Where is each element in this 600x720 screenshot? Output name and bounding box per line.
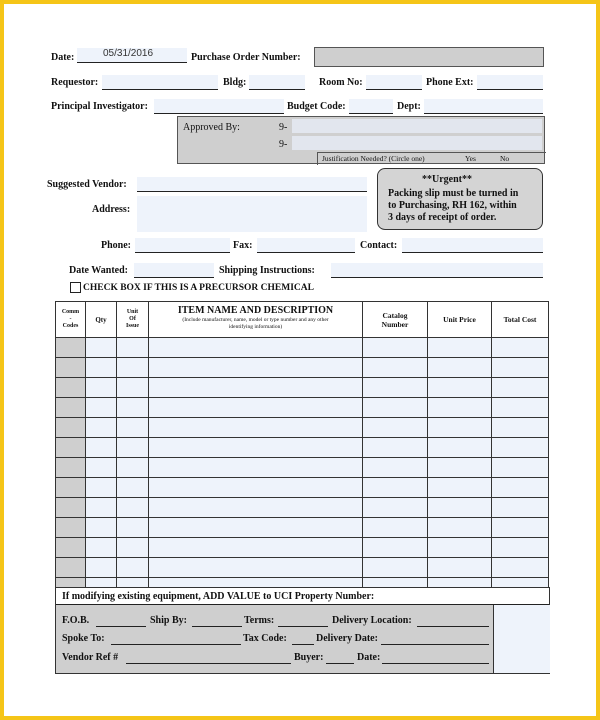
col-comm-line-1: Comm bbox=[61, 309, 80, 315]
table-row bbox=[56, 518, 549, 538]
vendor-ref-label: Vendor Ref # bbox=[62, 652, 119, 663]
budget-code-label: Budget Code: bbox=[287, 101, 346, 112]
delivery-location-label: Delivery Location: bbox=[332, 615, 412, 626]
col-comm-line-2: - bbox=[69, 316, 72, 322]
table-cell[interactable] bbox=[363, 358, 428, 378]
buyer-line[interactable] bbox=[326, 663, 354, 664]
approver-marker-2: 9- bbox=[279, 139, 288, 150]
table-row bbox=[56, 438, 549, 458]
date-wanted-label: Date Wanted: bbox=[69, 265, 128, 276]
pi-field[interactable] bbox=[154, 99, 284, 113]
table-row bbox=[56, 558, 549, 578]
room-underline bbox=[366, 89, 422, 90]
room-label: Room No: bbox=[319, 77, 363, 88]
table-cell[interactable] bbox=[117, 498, 149, 518]
approved-by-label: Approved By: bbox=[183, 122, 240, 133]
spoke-to-line[interactable] bbox=[111, 644, 241, 645]
table-row bbox=[56, 378, 549, 398]
col-qty bbox=[86, 302, 117, 338]
delivery-date-label: Delivery Date: bbox=[316, 633, 378, 644]
budget-code-underline bbox=[349, 113, 393, 114]
table-cell[interactable] bbox=[492, 378, 549, 398]
date-underline bbox=[77, 62, 187, 63]
table-cell[interactable] bbox=[492, 498, 549, 518]
table-cell[interactable] bbox=[492, 418, 549, 438]
col-unit-line-1: Unit bbox=[126, 309, 139, 315]
urgent-line-3: 3 days of receipt of order. bbox=[388, 212, 497, 223]
purchasing-section bbox=[55, 587, 550, 674]
precursor-label: CHECK BOX IF THIS IS A PRECURSOR CHEMICAL bbox=[83, 283, 314, 293]
address-field[interactable] bbox=[137, 196, 367, 232]
col-unit-line-3: Issue bbox=[125, 323, 139, 329]
table-cell[interactable] bbox=[149, 398, 363, 418]
table-cell[interactable] bbox=[149, 358, 363, 378]
table-row bbox=[56, 478, 549, 498]
purchase-order-form bbox=[4, 4, 596, 716]
table-cell[interactable] bbox=[56, 538, 86, 558]
vendor-contact-field[interactable] bbox=[402, 238, 543, 252]
delivery-location-line[interactable] bbox=[417, 626, 489, 627]
table-row bbox=[56, 338, 549, 358]
table-cell[interactable] bbox=[428, 538, 492, 558]
table-cell[interactable] bbox=[492, 438, 549, 458]
table-cell[interactable] bbox=[363, 378, 428, 398]
dept-underline bbox=[424, 113, 543, 114]
vendor-phone-underline bbox=[135, 252, 230, 253]
po-number-label: Purchase Order Number: bbox=[191, 52, 301, 63]
table-cell[interactable] bbox=[363, 478, 428, 498]
table-cell[interactable] bbox=[117, 558, 149, 578]
table-cell[interactable] bbox=[86, 498, 117, 518]
table-cell[interactable] bbox=[428, 358, 492, 378]
table-cell[interactable] bbox=[56, 558, 86, 578]
vendor-phone-label: Phone: bbox=[101, 240, 131, 251]
table-cell[interactable] bbox=[492, 518, 549, 538]
table-cell[interactable] bbox=[86, 558, 117, 578]
table-cell[interactable] bbox=[428, 498, 492, 518]
table-cell[interactable] bbox=[363, 498, 428, 518]
col-item-sub-2: identifying information) bbox=[228, 324, 283, 330]
col-item-title: ITEM NAME AND DESCRIPTION bbox=[177, 305, 334, 316]
delivery-date-line[interactable] bbox=[381, 644, 489, 645]
vendor-phone-field[interactable] bbox=[135, 238, 230, 252]
urgent-title: **Urgent** bbox=[422, 174, 472, 185]
table-cell[interactable] bbox=[428, 558, 492, 578]
table-row bbox=[56, 358, 549, 378]
terms-label: Terms: bbox=[244, 615, 275, 626]
table-cell[interactable] bbox=[56, 438, 86, 458]
phone-ext-underline bbox=[477, 89, 543, 90]
table-cell[interactable] bbox=[86, 398, 117, 418]
table-cell[interactable] bbox=[428, 438, 492, 458]
table-cell[interactable] bbox=[492, 458, 549, 478]
table-cell[interactable] bbox=[492, 398, 549, 418]
table-cell[interactable] bbox=[363, 518, 428, 538]
table-row bbox=[56, 398, 549, 418]
table-cell[interactable] bbox=[363, 338, 428, 358]
fob-label: F.O.B. bbox=[62, 615, 90, 626]
col-catalog-line-2: Number bbox=[381, 319, 409, 329]
phone-ext-field[interactable] bbox=[477, 75, 543, 89]
footer-date-line[interactable] bbox=[382, 663, 489, 664]
date-wanted-underline bbox=[134, 277, 214, 278]
table-cell[interactable] bbox=[56, 498, 86, 518]
table-cell[interactable] bbox=[492, 358, 549, 378]
col-qty-text: Qty bbox=[95, 316, 107, 324]
date-wanted-field[interactable] bbox=[134, 263, 214, 277]
date-value: 05/31/2016 bbox=[103, 48, 154, 59]
col-unit-of-issue bbox=[117, 302, 149, 338]
table-cell[interactable] bbox=[492, 338, 549, 358]
items-table bbox=[55, 301, 549, 598]
shipping-instructions-label: Shipping Instructions: bbox=[219, 265, 315, 276]
col-unit-price-text: Unit Price bbox=[443, 315, 476, 324]
col-comm-line-3: Codes bbox=[62, 323, 79, 329]
table-cell[interactable] bbox=[149, 418, 363, 438]
vendor-fax-field[interactable] bbox=[257, 238, 355, 252]
table-cell[interactable] bbox=[86, 438, 117, 458]
table-cell[interactable] bbox=[149, 478, 363, 498]
table-cell[interactable] bbox=[149, 378, 363, 398]
buyer-label: Buyer: bbox=[294, 652, 324, 663]
phone-ext-label: Phone Ext: bbox=[426, 77, 474, 88]
col-unit-price bbox=[428, 302, 492, 338]
table-cell[interactable] bbox=[149, 458, 363, 478]
shipping-instructions-field[interactable] bbox=[331, 263, 543, 277]
requestor-underline bbox=[102, 89, 218, 90]
table-cell[interactable] bbox=[117, 438, 149, 458]
table-cell[interactable] bbox=[56, 518, 86, 538]
table-cell[interactable] bbox=[428, 378, 492, 398]
table-cell[interactable] bbox=[149, 498, 363, 518]
pi-label: Principal Investigator: bbox=[51, 101, 148, 112]
justification-label: Justification Needed? (Circle one) bbox=[322, 154, 425, 163]
footer-date-label: Date: bbox=[357, 652, 381, 663]
table-cell[interactable] bbox=[56, 418, 86, 438]
table-cell[interactable] bbox=[492, 538, 549, 558]
table-cell[interactable] bbox=[86, 338, 117, 358]
dept-field[interactable] bbox=[424, 99, 543, 113]
table-cell[interactable] bbox=[117, 358, 149, 378]
vendor-contact-underline bbox=[402, 252, 543, 253]
po-number-field[interactable] bbox=[314, 47, 544, 67]
spoke-to-label: Spoke To: bbox=[62, 633, 105, 644]
table-cell[interactable] bbox=[117, 338, 149, 358]
table-cell[interactable] bbox=[428, 338, 492, 358]
approver-marker-1: 9- bbox=[279, 122, 288, 133]
table-cell[interactable] bbox=[86, 378, 117, 398]
table-cell[interactable] bbox=[56, 358, 86, 378]
table-cell[interactable] bbox=[86, 538, 117, 558]
urgent-line-1: Packing slip must be turned in bbox=[388, 188, 519, 199]
col-item-sub-1: (Include manufacturer, name, model or type number and any other bbox=[182, 317, 329, 323]
table-cell[interactable] bbox=[428, 518, 492, 538]
table-row bbox=[56, 458, 549, 478]
table-cell[interactable] bbox=[363, 538, 428, 558]
table-cell[interactable] bbox=[363, 438, 428, 458]
table-cell[interactable] bbox=[56, 458, 86, 478]
table-cell[interactable] bbox=[117, 378, 149, 398]
approver-field-2[interactable] bbox=[292, 136, 542, 150]
bldg-underline bbox=[249, 89, 305, 90]
col-total-cost-text: Total Cost bbox=[503, 315, 537, 324]
table-cell[interactable] bbox=[86, 358, 117, 378]
table-cell[interactable] bbox=[149, 558, 363, 578]
suggested-vendor-field[interactable] bbox=[137, 177, 367, 191]
table-cell[interactable] bbox=[86, 478, 117, 498]
table-cell[interactable] bbox=[86, 418, 117, 438]
table-cell[interactable] bbox=[117, 478, 149, 498]
table-cell[interactable] bbox=[492, 558, 549, 578]
bldg-field[interactable] bbox=[249, 75, 305, 89]
table-cell[interactable] bbox=[428, 418, 492, 438]
table-header-row bbox=[56, 302, 549, 338]
col-total-cost bbox=[492, 302, 549, 338]
room-field[interactable] bbox=[366, 75, 422, 89]
table-cell[interactable] bbox=[86, 458, 117, 478]
table-cell[interactable] bbox=[428, 478, 492, 498]
suggested-vendor-label: Suggested Vendor: bbox=[47, 179, 127, 190]
table-cell[interactable] bbox=[363, 398, 428, 418]
table-cell[interactable] bbox=[363, 418, 428, 438]
table-cell[interactable] bbox=[428, 398, 492, 418]
date-label: Date: bbox=[51, 52, 75, 63]
pi-underline bbox=[154, 113, 284, 114]
dept-label: Dept: bbox=[397, 101, 421, 112]
table-cell[interactable] bbox=[117, 538, 149, 558]
table-cell[interactable] bbox=[149, 338, 363, 358]
col-catalog-number bbox=[363, 302, 428, 338]
address-label: Address: bbox=[92, 204, 131, 215]
table-cell[interactable] bbox=[492, 478, 549, 498]
vendor-fax-label: Fax: bbox=[233, 240, 253, 251]
table-cell[interactable] bbox=[149, 538, 363, 558]
shipping-instructions-underline bbox=[331, 277, 543, 278]
terms-line[interactable] bbox=[278, 626, 328, 627]
table-cell[interactable] bbox=[56, 398, 86, 418]
tax-code-label: Tax Code: bbox=[243, 633, 287, 644]
table-cell[interactable] bbox=[149, 438, 363, 458]
bldg-label: Bldg: bbox=[223, 77, 247, 88]
table-row bbox=[56, 418, 549, 438]
ship-by-label: Ship By: bbox=[150, 615, 187, 626]
table-cell[interactable] bbox=[56, 478, 86, 498]
table-cell[interactable] bbox=[363, 558, 428, 578]
ship-by-line[interactable] bbox=[192, 626, 242, 627]
table-row bbox=[56, 498, 549, 518]
precursor-checkbox[interactable] bbox=[70, 282, 81, 293]
table-cell[interactable] bbox=[117, 398, 149, 418]
justification-no[interactable]: No bbox=[500, 154, 510, 163]
justification-yes[interactable]: Yes bbox=[465, 154, 476, 163]
approver-field-1[interactable] bbox=[292, 119, 542, 133]
table-row bbox=[56, 538, 549, 558]
tax-code-line[interactable] bbox=[292, 644, 314, 645]
purchasing-right-cell[interactable] bbox=[493, 605, 550, 673]
table-cell[interactable] bbox=[149, 518, 363, 538]
vendor-contact-label: Contact: bbox=[360, 240, 398, 251]
modify-equipment-label: If modifying existing equipment, ADD VALUE to UCI Property Number: bbox=[62, 591, 375, 602]
table-cell[interactable] bbox=[56, 378, 86, 398]
col-catalog-line-1: Catalog bbox=[382, 310, 408, 320]
table-cell[interactable] bbox=[56, 338, 86, 358]
requestor-field[interactable] bbox=[102, 75, 218, 89]
table-cell[interactable] bbox=[117, 518, 149, 538]
table-cell[interactable] bbox=[428, 458, 492, 478]
urgent-line-2: to Purchasing, RH 162, within bbox=[388, 200, 517, 211]
table-cell[interactable] bbox=[363, 458, 428, 478]
vendor-ref-line[interactable] bbox=[126, 663, 291, 664]
fob-line[interactable] bbox=[96, 626, 146, 627]
col-comm-codes bbox=[56, 302, 86, 338]
table-cell[interactable] bbox=[117, 418, 149, 438]
table-cell[interactable] bbox=[86, 518, 117, 538]
col-unit-line-2: Of bbox=[129, 316, 136, 322]
table-cell[interactable] bbox=[117, 458, 149, 478]
vendor-fax-underline bbox=[257, 252, 355, 253]
col-item-description bbox=[149, 302, 363, 338]
requestor-label: Requestor: bbox=[51, 77, 99, 88]
budget-code-field[interactable] bbox=[349, 99, 393, 113]
suggested-vendor-underline bbox=[137, 191, 367, 192]
urgent-notice bbox=[377, 168, 543, 230]
